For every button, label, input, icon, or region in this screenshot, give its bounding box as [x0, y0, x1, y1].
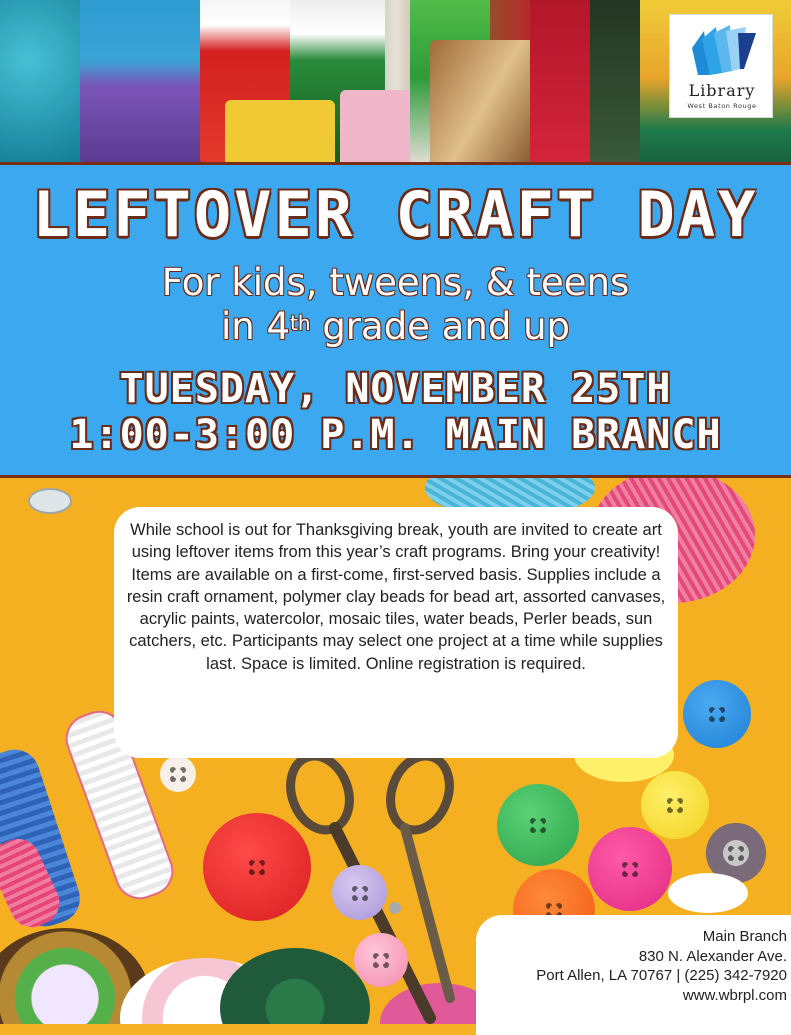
- event-banner: [0, 162, 791, 478]
- pink-button-small: [354, 933, 408, 987]
- bead-bag: [340, 90, 420, 162]
- logo-name: Library: [688, 81, 756, 100]
- event-title: LEFTOVER CRAFT DAY: [32, 178, 759, 251]
- branch-name: Main Branch: [702, 928, 787, 945]
- description-card: [114, 507, 678, 758]
- audience-line-1: For kids, tweens, & teens: [161, 261, 630, 304]
- street-address: 830 N. Alexander Ave.: [638, 947, 787, 965]
- audience-line-2: [0, 305, 791, 349]
- audience-grade-suffix: th: [290, 311, 311, 335]
- green-button: [497, 784, 579, 866]
- bead-bag: [430, 40, 540, 162]
- cream-button: [160, 756, 196, 792]
- white-button: [668, 873, 748, 913]
- bead-bag: [0, 0, 85, 162]
- event-date: TUESDAY, NOVEMBER 25TH: [119, 366, 672, 412]
- bead-bag: [225, 100, 335, 162]
- blue-button: [683, 680, 751, 748]
- yellow-button: [641, 771, 709, 839]
- contact-card: [476, 915, 791, 1035]
- gem-embellishment: [28, 488, 72, 514]
- lavender-button: [332, 865, 387, 920]
- library-logo: [669, 14, 773, 118]
- logo-subtitle: West Baton Rouge: [687, 102, 757, 110]
- description-paragraph-2: Items are available on a first-come, first-served basis. Supplies include a resin craft ornament, polymer clay beads for bead art, assorted canvases, acrylic paints, watercolor, mosaic tiles, water beads, Perler beads, sun catchers, etc. Participants may select one project at a time while supplies last. Space is limited. Online registration is required.: [126, 565, 666, 673]
- event-time-location: 1:00-3:00 P.M. MAIN BRANCH: [69, 412, 722, 458]
- bead-bag: [80, 0, 205, 162]
- audience-grade-prefix: in 4: [220, 305, 291, 348]
- description-paragraph-1: While school is out for Thanksgiving break, youth are invited to create art using leftover items from this year’s craft programs. Bring your creativity!: [130, 521, 662, 562]
- magenta-button: [588, 827, 672, 911]
- red-button: [203, 813, 311, 921]
- audience-grade-rest: grade and up: [310, 305, 571, 348]
- book-pages-icon: [682, 23, 762, 83]
- website-link[interactable]: www.wbrpl.com: [682, 986, 787, 1004]
- city-phone: Port Allen, LA 70767 | (225) 342-7920: [536, 967, 787, 984]
